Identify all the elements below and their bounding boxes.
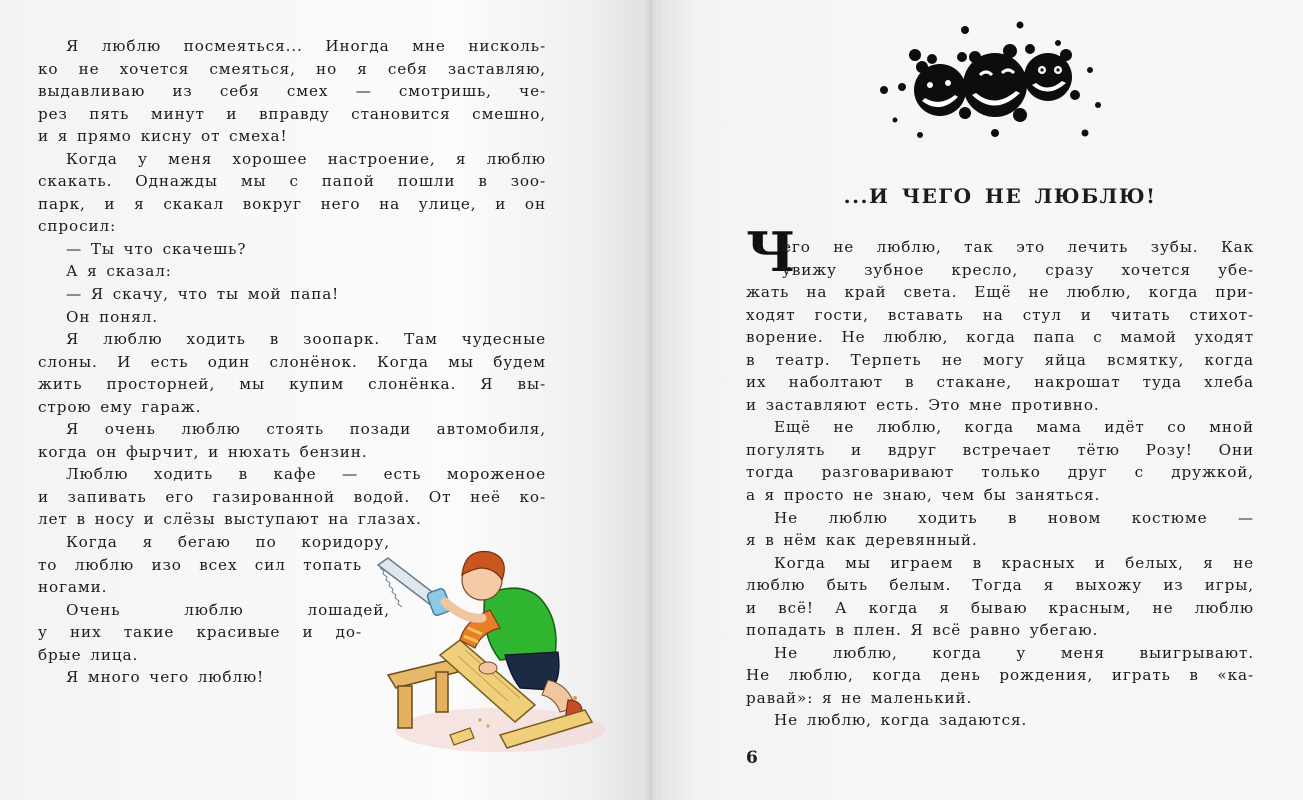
text-line: и заставляют есть. Это мне противно. — [746, 395, 1100, 414]
text-line: Люблю ходить в кафе — есть мороженое — [66, 465, 546, 484]
text-line: жать на край света. Ещё не люблю, когда при- — [746, 283, 1254, 302]
text-line: а я просто не знаю, чем бы заняться. — [746, 486, 1101, 505]
text-line: и всё! А когда я бываю красным, не люблю — [746, 598, 1254, 617]
text-line: рез пять минут и вправду становится смешно, — [38, 104, 546, 123]
text-line: Не люблю, когда у меня выигрывают. — [774, 643, 1254, 662]
text-line: лет в носу и слёзы выступают на глазах. — [38, 510, 422, 529]
text-line: выдавливаю из себя смех — смотришь, че- — [38, 82, 546, 101]
text-line: ко не хочется смеяться, но я себя заставляю, — [38, 59, 546, 78]
text-line: ногами. — [38, 578, 108, 597]
text-line: Я люблю ходить в зоопарк. Там чудесные — [66, 330, 546, 349]
text-line: Я очень люблю стоять позади автомобиля, — [66, 420, 546, 439]
text-line: слоны. И есть один слонёнок. Когда мы будем — [38, 352, 546, 371]
text-line: увижу зубное кресло, сразу хочется убе- — [782, 260, 1254, 279]
text-line: я в нём как деревянный. — [746, 531, 978, 550]
text-line: жить просторней, мы купим слонёнка. Я вы- — [38, 375, 546, 394]
text-line: в театр. Терпеть не могу яйца всмятку, когда — [746, 350, 1254, 369]
text-line: Когда у меня хорошее настроение, я люблю — [66, 149, 546, 168]
text-line: строю ему гараж. — [38, 397, 202, 416]
text-line: и запивать его газированной водой. От неё ко- — [38, 487, 546, 506]
text-line: его не люблю, так это лечить зубы. Как — [782, 238, 1254, 256]
text-line: Очень люблю лошадей, — [66, 600, 390, 619]
text-line: ходят гости, вставать на стул и читать стихот- — [746, 305, 1254, 324]
text-line: Не люблю, когда день рождения, играть в «ка- — [746, 666, 1254, 685]
text-line: ворение. Не люблю, когда папа с мамой уходят — [746, 328, 1254, 347]
text-line: Я люблю посмеяться... Иногда мне нисколь- — [66, 37, 546, 55]
text-line: когда он фырчит, и нюхать бензин. — [38, 442, 368, 461]
text-line: их наболтают в стакане, накрошат туда хлеба — [746, 373, 1254, 392]
boy-sawing-wood-illustration — [370, 540, 610, 760]
text-line: Когда я бегаю по коридору, — [66, 533, 390, 552]
text-line: тогда разговаривают только друг с дружкой, — [746, 463, 1254, 482]
text-line: — Я скачу, что ты мой папа! — [66, 285, 340, 304]
text-line: и я прямо кисну от смеха! — [38, 127, 288, 146]
text-line: попадать в плен. Я всё равно убегаю. — [746, 621, 1099, 640]
text-line: — Ты что скачешь? — [66, 239, 247, 258]
text-line: равай»: я не маленький. — [746, 688, 973, 707]
text-line: люблю быть белым. Тогда я выхожу из игры, — [746, 576, 1254, 595]
text-line: парк, и я скакал вокруг него на улице, и он — [38, 194, 546, 213]
text-line: Ещё не люблю, когда мама идёт со мной — [774, 418, 1254, 437]
text-line: Не люблю ходить в новом костюме — — [774, 508, 1254, 527]
text-line: у них такие красивые и до- — [38, 623, 362, 642]
text-line: спросил: — [38, 217, 117, 236]
text-line: брые лица. — [38, 645, 139, 664]
page-number: 6 — [746, 748, 758, 768]
text-line: Он понял. — [66, 307, 158, 326]
text-line: Когда мы играем в красных и белых, я не — [774, 553, 1254, 572]
text-line: то люблю изо всех сил топать — [38, 555, 362, 574]
drop-cap: Ч — [746, 220, 796, 284]
chapter-title: ...И ЧЕГО НЕ ЛЮБЛЮ! — [843, 184, 1157, 208]
ink-blots-smiling-illustration — [870, 15, 1110, 145]
text-line: А я сказал: — [66, 262, 172, 281]
text-line: погулять и вдруг встречает тётю Розу! Они — [746, 440, 1254, 459]
right-page-text — [746, 236, 1254, 732]
text-line: Не люблю, когда задаются. — [774, 711, 1028, 730]
text-line: Я много чего люблю! — [66, 668, 265, 687]
text-line: скакать. Однажды мы с папой пошли в зоо- — [38, 172, 546, 191]
